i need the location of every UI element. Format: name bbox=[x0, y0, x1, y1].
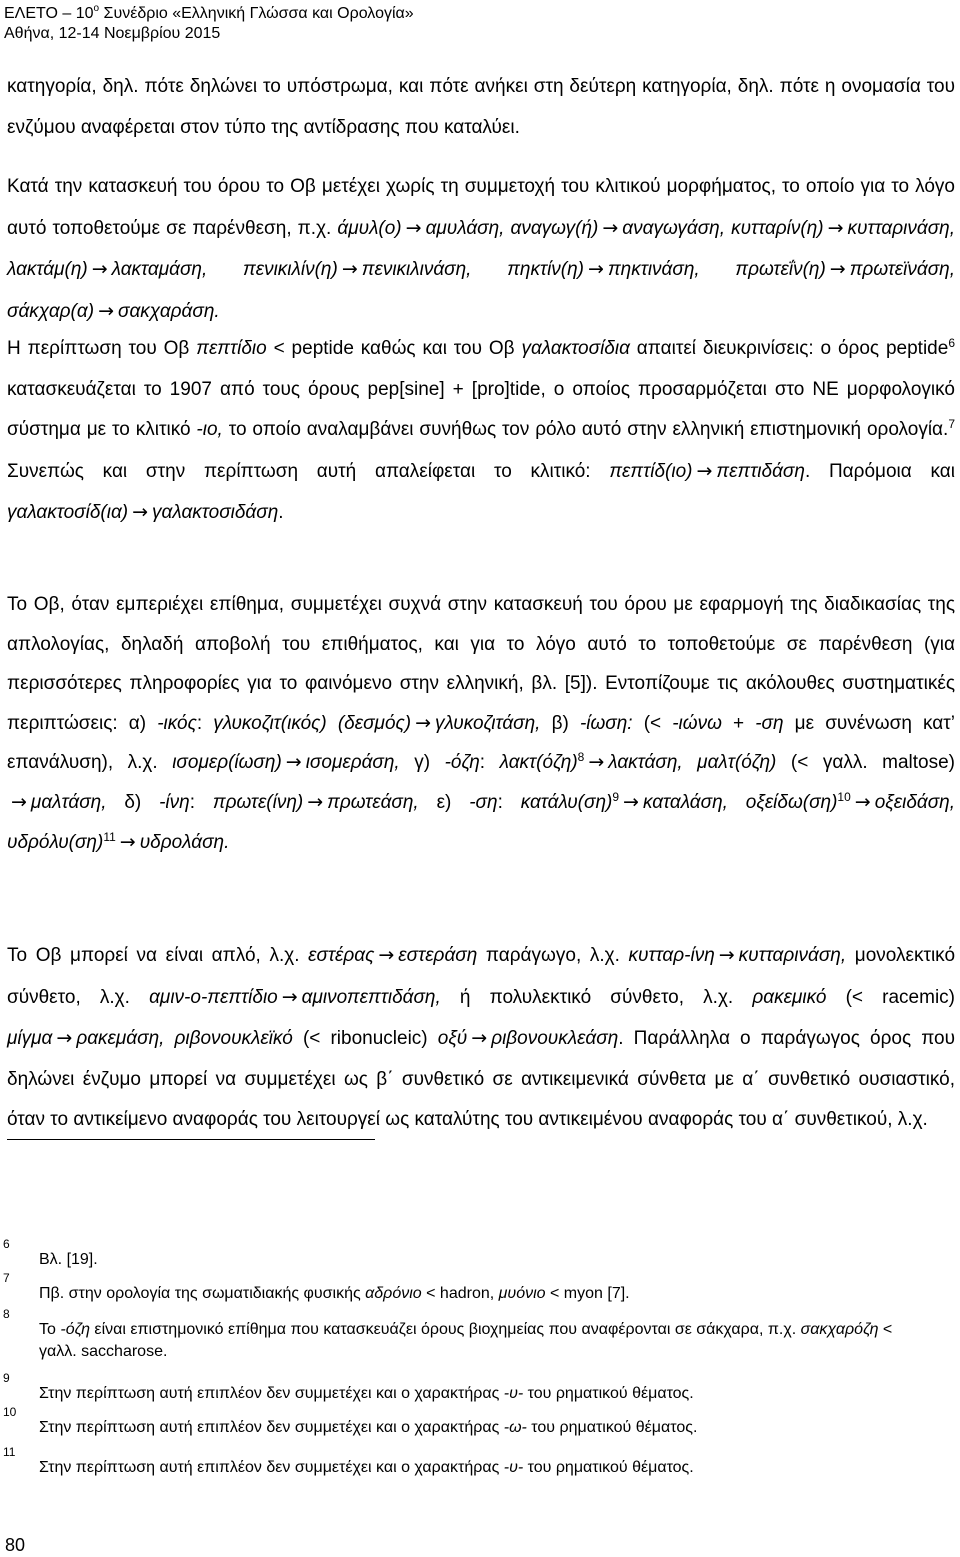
arrow-icon: → bbox=[378, 944, 395, 966]
footnote-ref-10: 10 bbox=[837, 789, 851, 804]
arrow-icon: → bbox=[91, 258, 108, 280]
paragraph-1: κατηγορία, δηλ. πότε δηλώνει το υπόστρωμα, και πότε ανήκει στη δεύτερη κατηγορία, δηλ. πότε η ονομασία του ενζύμου αναφέρεται στον τύπο της αντίδρασης που καταλύει. bbox=[7, 76, 955, 138]
paragraph-5: Το Οβ μπορεί να είναι απλό, λ.χ. εστέρας → εστεράση παράγωγο, λ.χ. κυτταρ-ίνη → κυτταρινάση, μονολεκτικό σύνθετο, λ.χ. αμιν-ο-πεπτίδιο → αμινοπεπτιδάση, ή πολυλεκτικό σύνθετο, λ.χ. ρακεμικό (< racemic) μίγμα → ρακεμάση, ριβονουκλεϊκό (< ribonucleic) οξύ → ριβονουκλεάση. Παράλληλα ο παράγωγος όρος που δηλώνει ένζυμο μπορεί να συμμετέχει ως β΄ συνθετικό σε αντικειμενικά σύνθετα με α΄ συνθετικό ουσιαστικό, όταν το αντικείμενο αναφοράς του λειτουργεί ως καταλύτης του αντικειμένου αναφοράς του α΄ συνθετικού, λ.χ. bbox=[7, 944, 956, 1130]
footnote-separator bbox=[7, 1139, 375, 1140]
arrow-icon: → bbox=[415, 711, 432, 734]
arrow-icon: → bbox=[281, 985, 298, 1008]
arrow-icon: → bbox=[285, 751, 302, 774]
arrow-icon: → bbox=[56, 1027, 73, 1049]
arrow-icon: → bbox=[132, 501, 149, 523]
paragraph-4: Το Οβ, όταν εμπεριέχει επίθημα, συμμετέχει συχνά στην κατασκευή του όρου με εφαρμογή της διαδικασίας της απλολογίας, δηλαδή αποβολή του επιθήματος, και για το λόγο αυτό το τοποθετούμε σε παρένθεση (για περισσότερες πληροφορίες για το φαινόμενο στην ελληνική, βλ. [5]). Εντοπίζουμε τις ακόλουθες συστηματικές περιπτώσεις: α) -ικός: γλυκοζιτ(ικός) (δεσμός) → γλυκοζιτάση, β) -ίωση: (< -ιώνω + -ση με συνένωση κατ’ επανάλυση), λ.χ. ισομερ(ίωση) → ισομεράση, γ) -όζη: $\lambda\alpha\kappa\tau(ό\zeta\eta)^8 \to \lambda\alpha\kappa\tau ά\sigma\eta$, μαλτ(όζη) (< γαλλ. maltose) → μαλτάση, δ) -ίνη: πρωτε(ίνη) → πρωτεάση, ε) -ση: $\kappa\alpha\tau ά\lambda\upsilon(\sigma\eta)^9 \to \kappa\alpha\tau\alpha\lambda ά\sigma\eta$, $o\xi\varepsilon ί\delta\omega(\sigma\eta)^{10} \to o\xi\varepsilon\iota\delta ά\sigma\eta$, $\upsilon\delta\rho ό\lambda\upsilon(\sigma\eta)^{11} \to \upsilon\delta\rho o\lambda ά\sigma\eta$. bbox=[7, 594, 956, 853]
page-number: 80 bbox=[5, 1535, 26, 1555]
arrow-icon: → bbox=[307, 790, 324, 813]
arrow-icon: → bbox=[471, 1027, 488, 1049]
arrow-icon: → bbox=[696, 459, 713, 482]
footnote-ref-9: 9 bbox=[612, 789, 620, 804]
arrow-icon: → bbox=[341, 258, 358, 280]
footnote-ref-8: 8 bbox=[577, 750, 585, 765]
arrow-icon: → bbox=[588, 258, 604, 280]
footnote-ref-6: 6 bbox=[948, 336, 955, 350]
arrow-icon: → bbox=[827, 216, 844, 239]
paragraph-3: Η περίπτωση του Οβ πεπτίδιο < peptide καθώς και του Οβ γαλακτοσίδια απαιτεί διευκρινίσεις: ο όρος peptide$^6$ κατασκευάζεται το 1907 από τους όρους pep[sine] + [pro]tide, ο οποίος προσαρμόζεται στο ΝΕ μορφολογικό σύστημα με το κλιτικό -ιο, το οποίο αναλαμβάνει συνήθως τον ρόλο αυτό στην ελληνική επιστημονική ορολογία.$^7$ Συνεπώς και στην περίπτωση αυτή απαλείφεται το κλιτικό: πεπτίδ(ιο) → πεπτιδάση. Παρόμοια και γαλακτοσίδ(ια) → γαλακτοσιδάση. bbox=[7, 336, 955, 523]
arrow-icon: → bbox=[588, 751, 605, 774]
arrow-icon: → bbox=[119, 830, 136, 853]
arrow-icon: → bbox=[854, 790, 871, 813]
arrow-icon: → bbox=[829, 258, 846, 280]
arrow-icon: → bbox=[405, 216, 422, 239]
arrow-icon: → bbox=[602, 216, 619, 239]
arrow-icon: → bbox=[623, 790, 639, 813]
arrow-icon: → bbox=[11, 790, 27, 813]
conference-date: Αθήνα, 12-14 Νοεμβρίου 2015 bbox=[4, 25, 221, 42]
footnote-ref-11: 11 bbox=[103, 829, 116, 844]
footnote-ref-7: 7 bbox=[948, 417, 955, 431]
paragraph-2: Κατά την κατασκευή του όρου το Οβ μετέχει χωρίς τη συμμετοχή του κλιτικού μορφήματος, το οποίο για το λόγο αυτό τοποθετούμε σε παρένθεση, π.χ. άμυλ(ο) → αμυλάση, αναγωγ(ή) → αναγωγάση, κυτταρίν(η) → κυτταρινάση, λακτάμ(η) → λακταμάση, πενικιλίν(η) → πενικιλινάση, πηκτίν(η) → πηκτινάση, πρωτεΐν(η) → πρωτεϊνάση, σάκχαρ(α) → σακχαράση. bbox=[7, 176, 955, 322]
arrow-icon: → bbox=[718, 944, 735, 966]
running-header bbox=[4, 4, 414, 44]
arrow-icon: → bbox=[98, 299, 114, 322]
conference-title: ΕΛΕΤΟ – $10^o$ Συνέδριο «Ελληνική Γλώσσα και Ορολογία» bbox=[4, 3, 414, 22]
